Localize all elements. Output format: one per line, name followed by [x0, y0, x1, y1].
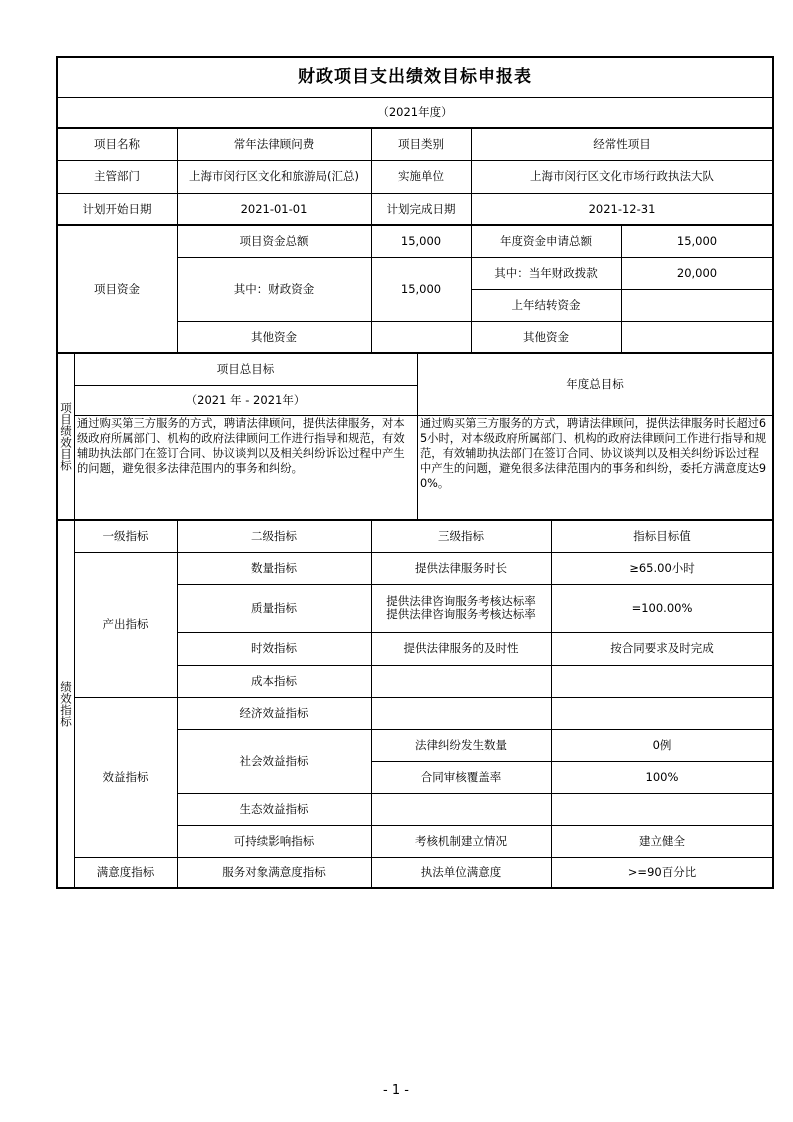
dept-label: 主管部门: [94, 169, 140, 183]
start-date-label: 计划开始日期: [82, 201, 152, 216]
unit-value: 上海市闵行区文化市场行政执法大队: [530, 169, 714, 183]
overall-goal-period: （2021 年 - 2021年）: [185, 392, 306, 407]
overall-goal-label: 项目总目标: [216, 361, 275, 376]
funds-other2-value: [621, 321, 773, 353]
quantity-target: ≥65.00小时: [629, 560, 695, 575]
service-level3: 执法单位满意度: [420, 865, 502, 879]
funds-current-value: 20,000: [676, 265, 718, 280]
overall-goal-text: 通过购买第三方服务的方式，聘请法律顾问，提供法律服务，对本级政府所属部门、机构的政府法律顾问工作进行指导和规范，有效辅助执法部门在签订合同、协议谈判以及相关纠纷诉讼过程中产生的问题，避免很多法律范围内的事务和纠纷。: [77, 417, 405, 475]
sustain-target: 建立健全: [639, 833, 685, 848]
social-target-1: 0例: [652, 737, 672, 752]
dept-value: 上海市闵行区文化和旅游局(汇总): [189, 169, 359, 183]
satisfaction-indicator-label: 满意度指标: [96, 865, 155, 879]
header-level2: 二级指标: [251, 528, 297, 543]
header-level1: 一级指标: [102, 528, 149, 543]
goals-side-label: 项目绩效目标: [59, 402, 73, 471]
social-target-2: 100%: [645, 769, 679, 784]
quantity-level3: 提供法律服务时长: [415, 560, 507, 575]
annual-goal-label: 年度总目标: [566, 376, 624, 391]
year-label: （2021年度）: [377, 104, 453, 119]
project-type-label: 项目类别: [398, 136, 444, 151]
social-level3-1: 法律纠纷发生数量: [415, 737, 507, 752]
econ-indicator-label: 经济效益指标: [239, 705, 309, 720]
funds-current-label: 其中：当年财政拨款: [494, 265, 598, 280]
time-target: 按合同要求及时完成: [610, 641, 714, 655]
project-name-value: 常年法律顾问费: [233, 136, 315, 151]
funds-total-value: 15,000: [400, 233, 442, 248]
header-target: 指标目标值: [633, 528, 691, 543]
output-indicator-label: 产出指标: [102, 617, 149, 631]
quantity-indicator-label: 数量指标: [251, 560, 297, 575]
time-indicator-label: 时效指标: [251, 641, 297, 655]
funds-fiscal-label: 其中：财政资金: [233, 281, 315, 296]
end-date-label: 计划完成日期: [386, 201, 456, 216]
funds-other2-label: 其他资金: [523, 329, 569, 344]
project-name-label: 项目名称: [94, 136, 140, 151]
funds-annual-label: 年度资金申请总额: [500, 233, 592, 248]
time-level3: 提供法律服务的及时性: [403, 641, 519, 655]
annual-goal-text: 通过购买第三方服务的方式，聘请法律顾问，提供法律服务时长超过65小时，对本级政府所属部门、机构的政府法律顾问工作进行指导和规范，有效辅助执法部门在签订合同、协议谈判以及相关纠纷诉讼过程中产生的问题，避免很多法律范围内的事务和纠纷，委托方满意度达90%。: [420, 417, 767, 490]
service-indicator-label: 服务对象满意度指标: [222, 865, 326, 879]
start-date-value: 2021-01-01: [240, 201, 308, 216]
funds-other-value: [371, 321, 471, 353]
funds-fiscal-value: 15,000: [400, 281, 442, 296]
project-type-value: 经常性项目: [593, 136, 651, 151]
quality-level3: 提供法律咨询服务考核达标率提供法律咨询服务考核达标率: [386, 594, 536, 621]
funds-label: 项目资金: [94, 281, 140, 296]
end-date-value: 2021-12-31: [588, 201, 656, 216]
funds-carryover-value: [621, 289, 773, 321]
page-number: - 1 -: [383, 1082, 409, 1098]
unit-label: 实施单位: [398, 169, 444, 183]
eco-indicator-label: 生态效益指标: [239, 801, 309, 816]
sustain-indicator-label: 可持续影响指标: [233, 833, 315, 848]
funds-total-label: 项目资金总额: [239, 233, 309, 248]
funds-carryover-label: 上年结转资金: [511, 297, 581, 312]
funds-other-label: 其他资金: [251, 329, 297, 344]
cost-indicator-label: 成本指标: [251, 673, 297, 688]
social-level3-2: 合同审核覆盖率: [420, 769, 502, 784]
quality-target: =100.00%: [631, 600, 693, 615]
benefit-indicator-label: 效益指标: [102, 769, 149, 784]
header-level3: 三级指标: [438, 528, 484, 543]
indicators-side-label: 绩效指标: [59, 681, 73, 727]
funds-annual-value: 15,000: [676, 233, 718, 248]
service-target: >=90百分比: [627, 865, 697, 879]
social-indicator-label: 社会效益指标: [239, 753, 309, 768]
sustain-level3: 考核机制建立情况: [415, 833, 507, 848]
quality-indicator-label: 质量指标: [251, 600, 297, 615]
page-title: 财政项目支出绩效目标申报表: [298, 66, 532, 87]
